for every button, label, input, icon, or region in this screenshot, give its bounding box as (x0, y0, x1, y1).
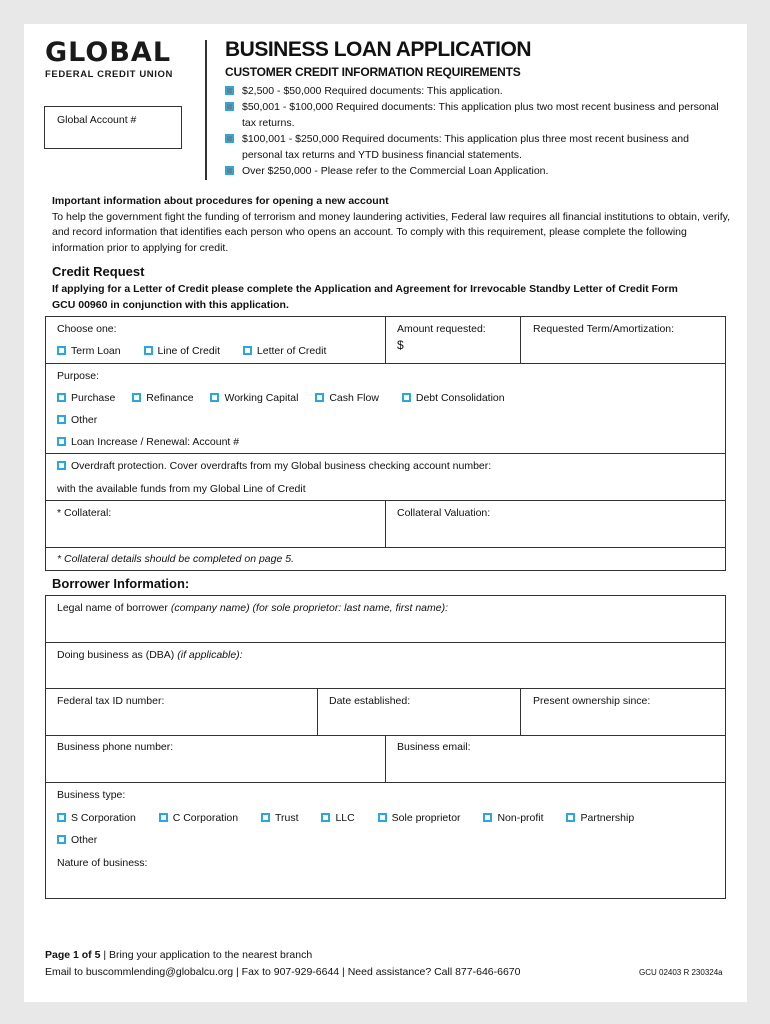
collateral-label: * Collateral: (57, 507, 112, 519)
important-text: To help the government fight the funding of terrorism and money laundering activities, Federal law requires all financial institutions to obtain, verify, and record information that identifies each person who opens an account. To comply with this requirement, please complete the following information prior to applying for credit. (52, 210, 730, 254)
checkbox-icon[interactable] (402, 393, 411, 402)
amount-requested-label: Amount requested: (397, 323, 486, 335)
option-loan-increase[interactable]: Loan Increase / Renewal: Account # (57, 436, 239, 448)
dba-label: Doing business as (DBA) (if applicable): (57, 649, 243, 661)
table-divider (317, 688, 318, 735)
loan-type-options (57, 345, 340, 357)
checkbox-icon[interactable] (57, 461, 66, 470)
account-label: Global Account # (57, 114, 137, 126)
checkbox-icon[interactable] (132, 393, 141, 402)
option-trust[interactable]: Trust (261, 812, 299, 824)
option-business-other[interactable]: Other (57, 834, 97, 846)
option-refinance[interactable]: Refinance (132, 392, 193, 404)
checkbox-icon[interactable] (243, 346, 252, 355)
table-divider (520, 688, 521, 735)
requirements-heading: CUSTOMER CREDIT INFORMATION REQUIREMENTS (225, 65, 521, 79)
checkbox-icon[interactable] (261, 813, 270, 822)
borrower-info-heading: Borrower Information: (52, 576, 190, 591)
business-email-label: Business email: (397, 741, 471, 753)
option-cash-flow[interactable]: Cash Flow (315, 392, 379, 404)
checkbox-icon[interactable] (144, 346, 153, 355)
purpose-label: Purpose: (57, 370, 100, 382)
checkbox-icon[interactable] (378, 813, 387, 822)
choose-one-label: Choose one: (57, 323, 117, 335)
header-divider (205, 40, 207, 180)
checkbox-icon[interactable] (57, 835, 66, 844)
page-title: BUSINESS LOAN APPLICATION (225, 38, 532, 61)
requirement-item: $100,001 - $250,000 Required documents: This application plus three most recent business and personal tax returns and YTD business financial statements. (225, 131, 725, 163)
table-divider (45, 782, 726, 783)
checkbox-icon[interactable] (566, 813, 575, 822)
option-llc[interactable]: LLC (321, 812, 354, 824)
requirement-item: $2,500 - $50,000 Required documents: This application. (225, 83, 725, 99)
checkbox-icon[interactable] (483, 813, 492, 822)
option-debt-consolidation[interactable]: Debt Consolidation (402, 392, 505, 404)
option-letter-of-credit[interactable]: Letter of Credit (243, 345, 326, 357)
business-type-options (57, 812, 648, 824)
requirement-checkbox[interactable] (225, 102, 234, 111)
form-code: GCU 02403 R 230324a (639, 968, 723, 977)
logo-subtitle: FEDERAL CREDIT UNION (45, 69, 173, 80)
collateral-valuation-label: Collateral Valuation: (397, 507, 491, 519)
table-divider (45, 642, 726, 643)
option-non-profit[interactable]: Non-profit (483, 812, 543, 824)
option-sole-proprietor[interactable]: Sole proprietor (378, 812, 461, 824)
form-page (24, 24, 747, 1002)
table-divider (45, 363, 726, 364)
requirements-list (225, 83, 725, 179)
checkbox-icon[interactable] (210, 393, 219, 402)
table-divider (385, 316, 386, 363)
credit-request-note: If applying for a Letter of Credit please complete the Application and Agreement for Irrevocable Standby Letter of Credit Form GCU 00960 in conjunction with this application. (52, 283, 678, 311)
date-established-label: Date established: (329, 695, 411, 707)
requirement-item: Over $250,000 - Please refer to the Commercial Loan Application. (225, 163, 725, 179)
table-divider (45, 688, 726, 689)
business-phone-label: Business phone number: (57, 741, 174, 753)
collateral-note: * Collateral details should be completed on page 5. (57, 553, 294, 565)
option-purpose-other[interactable]: Other (57, 414, 97, 426)
credit-request-heading: Credit Request (52, 264, 145, 279)
requirement-item: $50,001 - $100,000 Required documents: This application plus two most recent business and personal tax returns. (225, 99, 725, 131)
option-line-of-credit[interactable]: Line of Credit (144, 345, 220, 357)
amount-requested-field[interactable]: $ (397, 338, 404, 352)
footer-page-line: Page 1 of 5 | Bring your application to the nearest branch (45, 949, 313, 961)
ownership-since-label: Present ownership since: (533, 695, 651, 707)
requested-term-label: Requested Term/Amortization: (533, 323, 675, 335)
logo-wordmark: GLOBAL (45, 37, 172, 68)
nature-of-business-label: Nature of business: (57, 857, 148, 869)
option-term-loan[interactable]: Term Loan (57, 345, 121, 357)
checkbox-icon[interactable] (57, 346, 66, 355)
global-logo (45, 38, 173, 80)
federal-tax-id-label: Federal tax ID number: (57, 695, 165, 707)
checkbox-icon[interactable] (321, 813, 330, 822)
checkbox-icon[interactable] (315, 393, 324, 402)
checkbox-icon[interactable] (57, 393, 66, 402)
legal-name-label: Legal name of borrower (company name) (for sole proprietor: last name, first name): (57, 602, 449, 614)
requirement-checkbox[interactable] (225, 166, 234, 175)
purpose-options (57, 392, 519, 404)
option-working-capital[interactable]: Working Capital (210, 392, 298, 404)
checkbox-icon[interactable] (57, 415, 66, 424)
requirement-checkbox[interactable] (225, 134, 234, 143)
footer-contact-line: Email to buscommlending@globalcu.org | Fax to 907-929-6644 | Need assistance? Call 877-646-6670 (45, 966, 521, 978)
table-divider (45, 453, 726, 454)
table-divider (520, 316, 521, 363)
checkbox-icon[interactable] (57, 813, 66, 822)
option-purchase[interactable]: Purchase (57, 392, 115, 404)
business-type-label: Business type: (57, 789, 126, 801)
overdraft-line2: with the available funds from my Global Line of Credit (57, 483, 306, 495)
checkbox-icon[interactable] (159, 813, 168, 822)
global-account-field[interactable] (44, 106, 182, 149)
table-divider (385, 500, 386, 547)
option-partnership[interactable]: Partnership (566, 812, 634, 824)
important-heading: Important information about procedures for opening a new account (52, 195, 389, 207)
important-info (52, 194, 732, 256)
option-overdraft-protection[interactable]: Overdraft protection. Cover overdrafts from my Global business checking account number: (57, 460, 491, 472)
table-divider (385, 735, 386, 782)
requirement-checkbox[interactable] (225, 86, 234, 95)
option-s-corporation[interactable]: S Corporation (57, 812, 136, 824)
option-c-corporation[interactable]: C Corporation (159, 812, 238, 824)
checkbox-icon[interactable] (57, 437, 66, 446)
page-number: Page 1 of 5 (45, 949, 101, 961)
table-divider (45, 547, 726, 548)
